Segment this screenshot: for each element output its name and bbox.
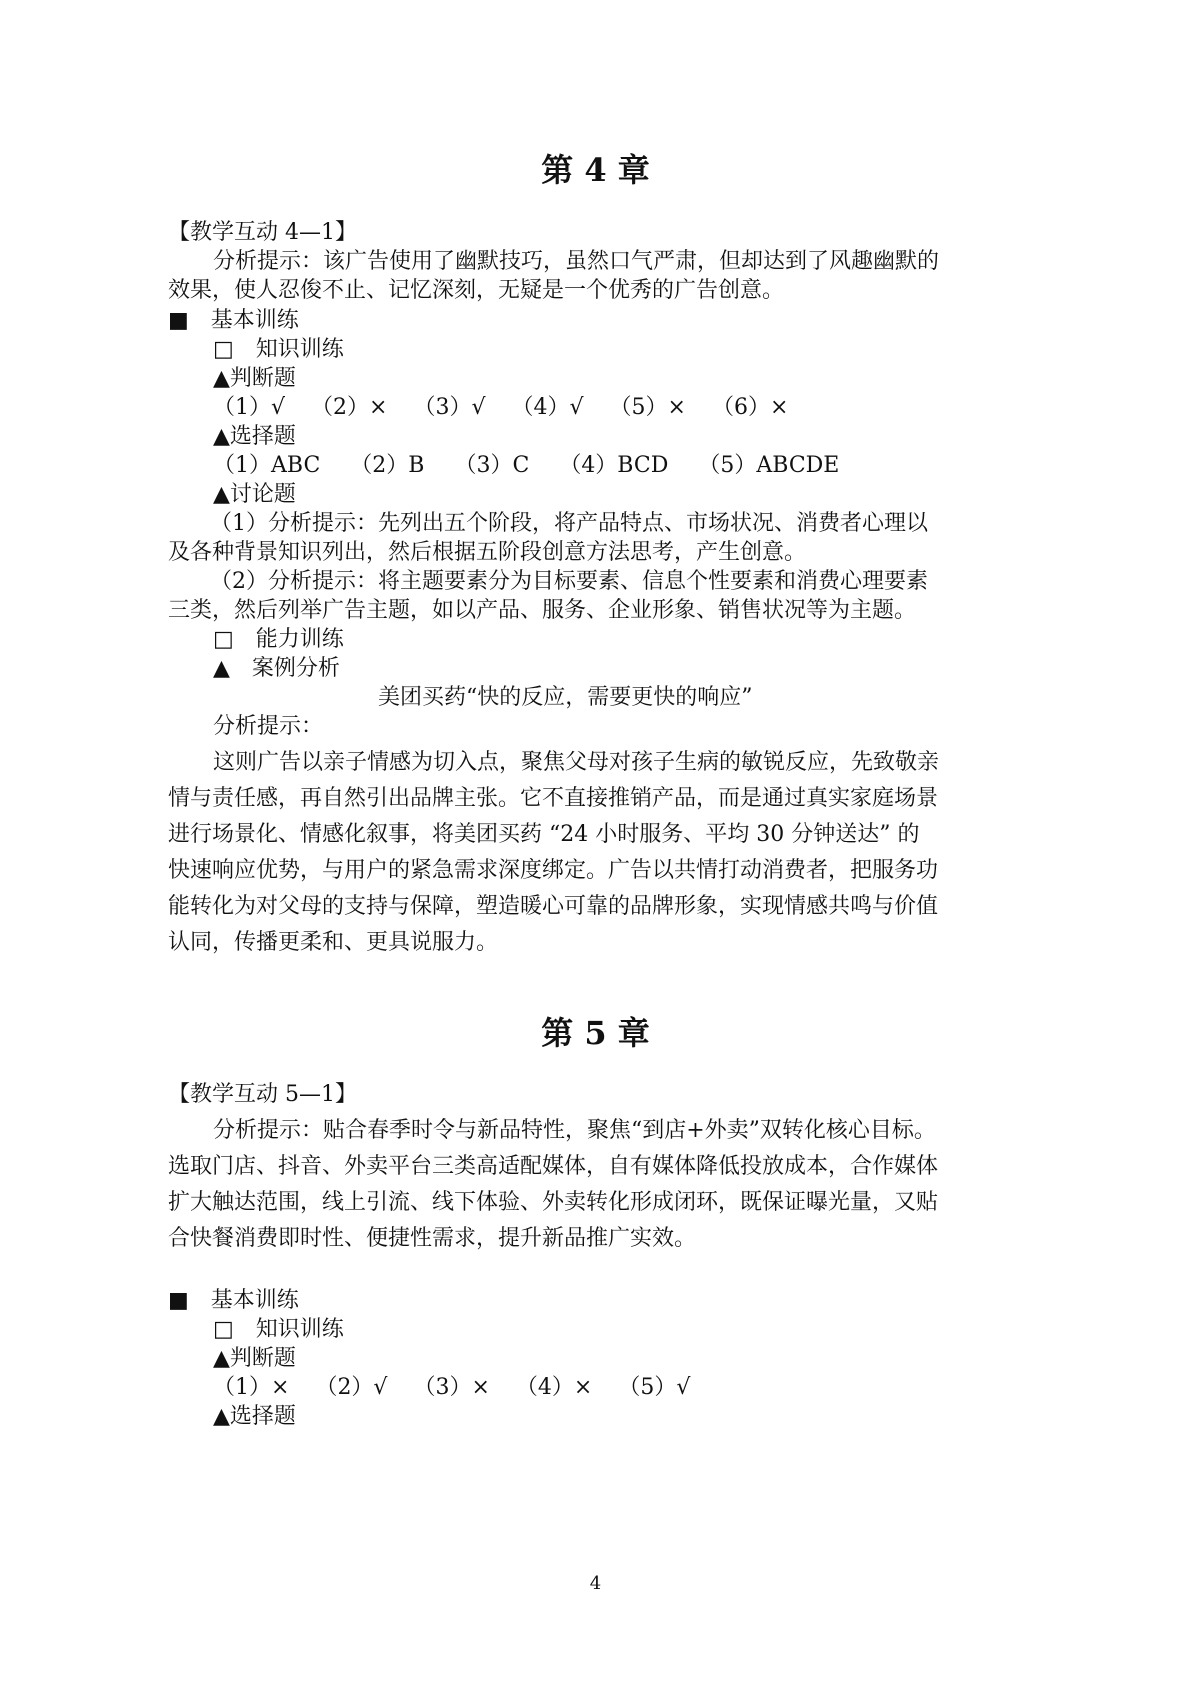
- ch4-discuss-2-line-2: 三类，然后列举广告主题，如以产品、服务、企业形象、销售状况等为主题。: [168, 598, 917, 623]
- answer-item: （1）√: [213, 395, 286, 420]
- ch4-case-hint-label: 分析提示：: [213, 714, 324, 739]
- ch4-knowledge-training: □ 知识训练: [213, 337, 344, 362]
- ch4-choice-title: ▲选择题: [213, 424, 296, 449]
- answer-item: （4）√: [511, 395, 584, 420]
- ch4-case-para-line-5: 能转化为对父母的支持与保障，塑造暖心可靠的品牌形象，实现情感共鸣与价值: [168, 894, 939, 919]
- ch4-judge-answers: [213, 393, 814, 423]
- ch4-choice-answers: [213, 451, 869, 481]
- page-number: 4: [589, 1573, 602, 1594]
- ch4-hint-line-1: 分析提示：该广告使用了幽默技巧，虽然口气严肃，但却达到了风趣幽默的: [213, 249, 940, 274]
- ch5-hint-line-4: 合快餐消费即时性、便捷性需求，提升新品推广实效。: [168, 1226, 697, 1251]
- ch5-hint-line-3: 扩大触达范围，线上引流、线下体验、外卖转化形成闭环，既保证曝光量，又贴: [168, 1190, 939, 1215]
- ch4-case-para-line-4: 快速响应优势，与用户的紧急需求深度绑定。广告以共情打动消费者，把服务功: [168, 858, 939, 883]
- ch4-ability-training: □ 能力训练: [213, 627, 344, 652]
- ch4-hint-line-2: 效果，使人忍俊不止、记忆深刻，无疑是一个优秀的广告创意。: [168, 278, 785, 303]
- answer-item: （2）B: [350, 453, 425, 478]
- ch4-discuss-1-line-1: （1）分析提示：先列出五个阶段，将产品特点、市场状况、消费者心理以: [210, 511, 928, 536]
- ch4-discuss-title: ▲讨论题: [213, 482, 296, 507]
- ch5-judge-title: ▲判断题: [213, 1346, 296, 1371]
- ch4-case-title: ▲ 案例分析: [213, 656, 340, 681]
- ch4-case-para-line-1: 这则广告以亲子情感为切入点，聚焦父母对孩子生病的敏锐反应，先致敬亲: [213, 750, 940, 775]
- ch4-discuss-1-line-2: 及各种背景知识列出，然后根据五阶段创意方法思考，产生创意。: [168, 540, 807, 565]
- ch5-judge-answers: [213, 1373, 716, 1403]
- ch4-case-para-line-6: 认同，传播更柔和、更具说服力。: [168, 930, 499, 955]
- answer-item: （5）ABCDE: [698, 453, 840, 478]
- ch5-basic-training: ■ 基本训练: [168, 1288, 299, 1313]
- answer-item: （4）×: [515, 1375, 593, 1400]
- ch4-case-name: 美团买药“快的反应，需要更快的响应”: [378, 685, 753, 710]
- answer-item: （3）√: [413, 395, 486, 420]
- ch4-case-para-line-2: 情与责任感，再自然引出品牌主张。它不直接推销产品，而是通过真实家庭场景: [168, 786, 939, 811]
- ch4-judge-title: ▲判断题: [213, 366, 296, 391]
- ch5-interaction-label: 【教学互动 5—1】: [168, 1082, 357, 1107]
- answer-item: （3）C: [454, 453, 530, 478]
- ch4-basic-training: ■ 基本训练: [168, 308, 299, 333]
- chapter-4-title: 第 4 章: [541, 151, 650, 189]
- answer-item: （5）×: [609, 395, 686, 420]
- ch4-case-para-line-3: 进行场景化、情感化叙事，将美团买药 “24 小时服务、平均 30 分钟送达” 的: [168, 822, 920, 847]
- answer-item: （5）√: [618, 1375, 691, 1400]
- ch5-hint-line-2: 选取门店、抖音、外卖平台三类高适配媒体，自有媒体降低投放成本，合作媒体: [168, 1154, 939, 1179]
- answer-item: （6）×: [711, 395, 789, 420]
- ch4-discuss-2-line-1: （2）分析提示：将主题要素分为目标要素、信息个性要素和消费心理要素: [210, 569, 928, 594]
- chapter-5-title: 第 5 章: [541, 1014, 650, 1052]
- ch5-choice-title: ▲选择题: [213, 1404, 296, 1429]
- ch5-hint-line-1: 分析提示：贴合春季时令与新品特性，聚焦“到店+外卖”双转化核心目标。: [213, 1118, 936, 1143]
- ch5-knowledge-training: □ 知识训练: [213, 1317, 344, 1342]
- answer-item: （4）BCD: [559, 453, 669, 478]
- ch4-interaction-label: 【教学互动 4—1】: [168, 220, 357, 245]
- answer-item: （1）×: [213, 1375, 290, 1400]
- answer-item: （1）ABC: [213, 453, 321, 478]
- answer-item: （2）×: [311, 395, 388, 420]
- answer-item: （3）×: [413, 1375, 490, 1400]
- answer-item: （2）√: [315, 1375, 388, 1400]
